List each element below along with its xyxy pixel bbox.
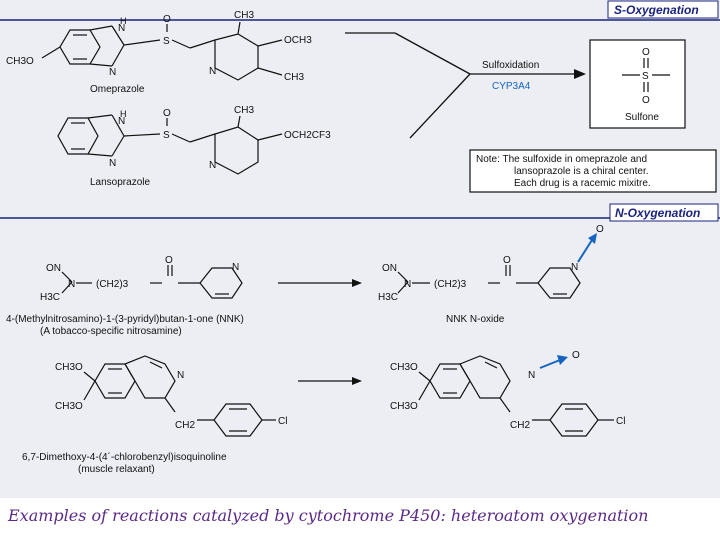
iso-ch3o-top: CH3O xyxy=(55,362,83,373)
nnk-oxide-carbonyl-o: O xyxy=(503,255,511,266)
iso-ch2: CH2 xyxy=(175,420,196,431)
iso-cl-atom: Cl xyxy=(278,416,288,427)
note-line-3: Each drug is a racemic mixitre. xyxy=(514,178,651,189)
omeprazole-ch3-top: CH3 xyxy=(234,10,255,21)
nnk-ch2-chain: (CH2)3 xyxy=(96,279,129,290)
sulfone-o-top: O xyxy=(642,47,650,58)
lansoprazole-label: Lansoprazole xyxy=(90,177,151,188)
nnk-on-group: ON xyxy=(46,263,61,274)
iso-oxide-o-atom: O xyxy=(572,350,580,361)
omeprazole-ch3-bottom: CH3 xyxy=(284,72,305,83)
iso-n-oxygenation-arrowhead xyxy=(557,355,568,365)
nnk-oxide-on-group: ON xyxy=(382,263,397,274)
iso-label-line-1: 6,7-Dimethoxy-4-(4´-chlorobenzyl)isoquinoline xyxy=(22,452,227,463)
omeprazole-pyridine-n: N xyxy=(209,66,217,77)
enzyme-name: CYP3A4 xyxy=(492,81,531,92)
omeprazole-s-atom: S xyxy=(163,36,170,47)
omeprazole-h-atom: H xyxy=(120,16,127,26)
nnk-n-amine: N xyxy=(68,279,76,290)
note-line-1: Note: The sulfoxide in omeprazole and xyxy=(476,154,648,165)
nnk-oxide-pyridine-n: N xyxy=(571,262,579,273)
iso-oxide-ch3o-bottom: CH3O xyxy=(390,401,418,412)
sulfone-o-bottom: O xyxy=(642,95,650,106)
nnk-oxide-structure xyxy=(398,265,580,298)
iso-label-line-2: (muscle relaxant) xyxy=(78,464,155,475)
reaction-name: Sulfoxidation xyxy=(482,60,540,71)
sulfoxidation-arrowhead xyxy=(574,69,586,79)
omeprazole-ch3o: CH3O xyxy=(6,56,34,67)
iso-n-oxygenation-arrow xyxy=(540,360,560,368)
lansoprazole-pyridine-n: N xyxy=(209,160,217,171)
nnk-n-oxygenation-arrow xyxy=(578,240,592,262)
lansoprazole-nh-atom: N xyxy=(118,116,126,127)
iso-ch3o-bottom: CH3O xyxy=(55,401,83,412)
iso-reaction-arrowhead xyxy=(352,377,362,385)
lansoprazole-h-atom: H xyxy=(120,109,127,119)
lansoprazole-n-atom: N xyxy=(109,158,117,169)
nnk-pyridine-n: N xyxy=(232,262,240,273)
sulfone-label: Sulfone xyxy=(625,112,659,123)
iso-oxide-ch3o-top: CH3O xyxy=(390,362,418,373)
iso-n-atom: N xyxy=(177,370,185,381)
iso-oxide-ch2: CH2 xyxy=(510,420,531,431)
note-line-2: lansoprazole is a chiral center. xyxy=(514,166,649,177)
nnk-oxide-label: NNK N-oxide xyxy=(446,314,505,325)
nnk-structure xyxy=(62,265,242,298)
iso-oxide-cl-atom: Cl xyxy=(616,416,626,427)
nnk-carbonyl-o: O xyxy=(165,255,173,266)
nnk-label-line-1: 4-(Methylnitrosamino)-1-(3-pyridyl)butan-1-one (NNK) xyxy=(6,314,244,325)
nnk-oxide-ch2-chain: (CH2)3 xyxy=(434,279,467,290)
lansoprazole-ch3: CH3 xyxy=(234,105,255,116)
s-oxygenation-header: S-Oxygenation xyxy=(614,3,699,17)
nnk-reaction-arrowhead xyxy=(352,279,362,287)
sulfone-s-atom: S xyxy=(642,71,649,82)
caption-bar xyxy=(0,498,720,540)
lansoprazole-s-atom: S xyxy=(163,130,170,141)
omeprazole-nh-atom: N xyxy=(118,23,126,34)
omeprazole-n-atom: N xyxy=(109,67,117,78)
nnk-oxide-h3c: H3C xyxy=(378,292,399,303)
omeprazole-o-atom: O xyxy=(163,14,171,25)
slide-caption: Examples of reactions catalyzed by cytochrome P450: heteroatom oxygenation xyxy=(8,506,649,525)
sulfoxidation-arrow xyxy=(345,33,574,138)
nnk-h3c: H3C xyxy=(40,292,61,303)
lansoprazole-och2cf3: OCH2CF3 xyxy=(284,130,331,141)
iso-oxide-n-atom: N xyxy=(528,370,536,381)
n-oxygenation-header: N-Oxygenation xyxy=(615,206,701,220)
nnk-oxide-n-amine: N xyxy=(404,279,412,290)
omeprazole-structure xyxy=(42,22,282,80)
nnk-label-line-2: (A tobacco-specific nitrosamine) xyxy=(40,326,182,337)
omeprazole-label: Omeprazole xyxy=(90,84,145,95)
nnk-oxide-o-atom: O xyxy=(596,224,604,235)
omeprazole-och3: OCH3 xyxy=(284,35,312,46)
lansoprazole-structure xyxy=(58,115,282,174)
lansoprazole-o-atom: O xyxy=(163,108,171,119)
